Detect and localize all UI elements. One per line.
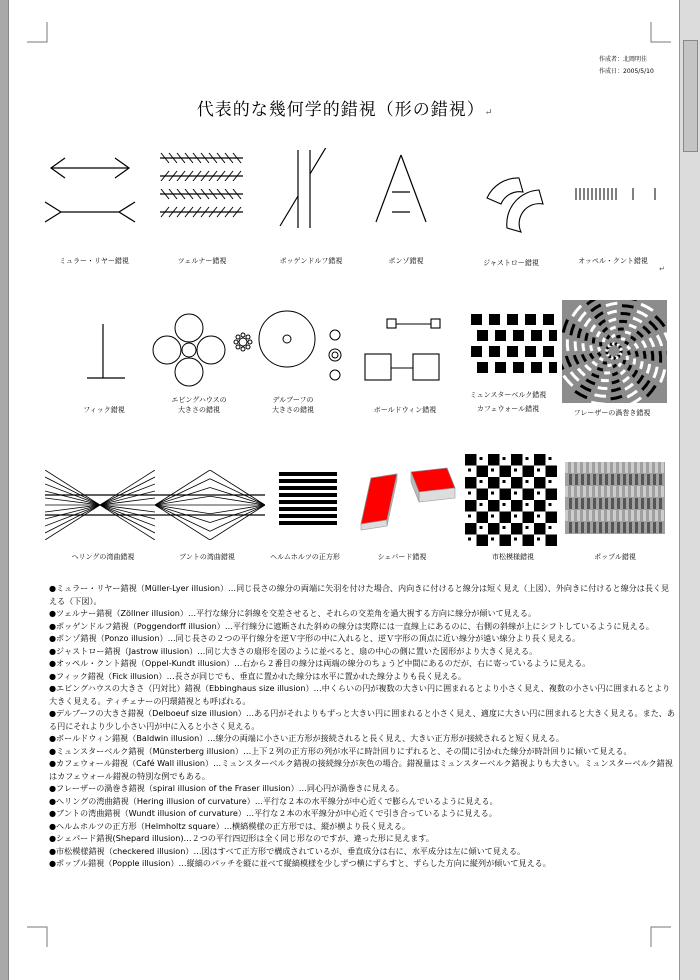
delboeuf-figure — [255, 305, 355, 395]
description-item: ●へリングの湾曲錯視（Hering illusion of curvature）…平行な２本の水平線分が中心近くで膨らんでいるように見える。 — [49, 795, 498, 806]
caption-zollner: ツェルナー錯視 — [177, 257, 227, 265]
caption-helmholtz: ヘルムホルツの正方形 — [270, 553, 340, 561]
caption-cafe-wall-line2: カフェウォール錯視 — [476, 405, 540, 413]
author-line: 作成者：北岡明佳 — [599, 56, 648, 63]
return-mark: ↵ — [484, 108, 494, 118]
description-item: ●エビングハウスの大きさ（円対比）錯視（Ebbinghaus size illusion）…中くらいの円が複数の大きい円に囲まれるとより小さく見え、複数の小さい円に囲まれるとより大きく見える。ティチェナーの円環錯視とも呼ばれる。 — [49, 683, 671, 706]
shepard-figure — [359, 464, 459, 536]
document-page — [8, 0, 682, 980]
zollner-figure — [155, 150, 250, 230]
caption-munsterberg — [453, 390, 563, 414]
description-item: ●フレーザーの渦巻き錯視（spiral illusion of the Fraser illusion）…同心円が渦巻きに見える。 — [49, 783, 404, 793]
caption-hering: へリングの湾曲錯視 — [71, 553, 135, 561]
caption-poggendorff: ポッゲンドルフ錯視 — [279, 257, 343, 265]
checkered-figure — [465, 454, 557, 546]
description-list — [49, 582, 675, 870]
hering-figure — [45, 470, 155, 540]
crop-mark-top-right — [649, 22, 671, 44]
jastrow-figure — [479, 170, 559, 240]
description-item: ●ツェルナー錯視（Zöllner illusion）…平行な線分に斜線を交差させると、それらの交差角を過大視する方向に線分が傾いて見える。 — [49, 608, 537, 618]
caption-ponzo: ポンゾ錯視 — [388, 257, 424, 265]
wundt-figure — [155, 470, 265, 540]
description-item: ●ポンゾ錯視（Ponzo illusion）…同じ長さの２つの平行線分を逆Ｖ字形の中に入れると、逆Ｖ字形の頂点に近い線分が遠い線分より長く見える。 — [49, 633, 581, 643]
ebbinghaus-figure — [151, 312, 261, 392]
description-item: ●ポップル錯視（Popple illusion）…縦縞のパッチを縦に並べて縦縞模様を少しずつ横にずらすと、ずらした方向に縦列が傾いて見える。 — [49, 858, 551, 868]
crop-mark-bottom-left — [27, 925, 49, 947]
description-item: ●カフェウォール錯視（Café Wall illusion）…ミュンスターベルク錯視の接続線分が灰色の場合。錯視量はミュンスターベルク錯視よりも大きい。ミュンスターベルク錯視はカフェウォール錯視の特別な例でもある。 — [49, 758, 673, 781]
crop-mark-bottom-right — [649, 925, 671, 947]
description-item: ●ジャストロー錯視（Jastrow illusion）…同じ大きさの扇形を図のように並べると、扇の中心の側に置いた図形がより大きく見える。 — [49, 645, 538, 656]
author-info — [599, 54, 654, 78]
caption-fick: フィック錯視 — [83, 406, 125, 414]
description-item: ●フィック錯視（Fick illusion）…長さが同じでも、垂直に置かれた線分は水平に置かれた線分よりも長く見える。 — [49, 670, 467, 681]
page-title: 代表的な幾何学的錯視（形の錯視）↵ — [196, 100, 494, 120]
caption-ebbinghaus-line2: 大きさの錯視 — [178, 406, 220, 414]
caption-wundt: ブントの湾曲錯視 — [179, 553, 235, 561]
vertical-scrollbar[interactable] — [679, 0, 700, 980]
description-item: ●デルブーフの大きさ錯視（Delboeuf size illusion）…ある円がそれよりもずっと大きい円に囲まれると小さく見え、適度に大きい円に囲まれると大きく見える。また、ある円にそれより少し小さい円が中に入ると小さく見える。 — [49, 708, 675, 731]
caption-muller-lyer: ミュラー・リヤー錯視 — [59, 257, 129, 265]
helmholtz-figure — [279, 470, 339, 530]
poggendorff-figure — [274, 148, 344, 233]
description-item: ●市松模様錯視（checkered illusion）…図はすべて正方形で構成されているが、垂直成分は右に、水平成分は左に傾いて見える。 — [49, 845, 526, 856]
date-line: 作成日：2005/5/10 — [599, 68, 654, 75]
caption-baldwin: ボールドウィン錯視 — [373, 406, 437, 414]
caption-jastrow: ジャストロー錯視 — [483, 259, 539, 267]
caption-munsterberg-line1: ミュンスターベルク錯視 — [469, 391, 547, 399]
description-item: ●ボールドウィン錯視（Baldwin illusion）…線分の両端に小さい正方形が接続されると長く見え、大きい正方形が接続されると短く見える。 — [49, 733, 564, 743]
crop-mark-top-left — [27, 22, 49, 44]
caption-fraser: フレーザーの渦巻き錯視 — [573, 409, 651, 417]
ponzo-figure — [371, 150, 431, 230]
oppel-kundt-figure — [571, 180, 661, 210]
muller-lyer-figure — [39, 150, 144, 230]
caption-ebbinghaus-line1: エビングハウスの — [171, 396, 227, 404]
fick-figure — [77, 318, 137, 388]
caption-ebbinghaus — [151, 395, 247, 415]
caption-delboeuf-line2: 大きさの錯視 — [272, 406, 314, 414]
popple-figure — [565, 462, 665, 534]
description-item: ●オッペル・クント錯視（Oppel-Kundt illusion）…右から２番目の線分は両端の線分のちょうど中間にあるのだが、右に寄っているように見える。 — [49, 658, 591, 668]
baldwin-figure — [361, 310, 451, 395]
munsterberg-figure — [467, 312, 557, 377]
scrollbar-thumb[interactable] — [683, 40, 698, 152]
caption-checkered: 市松模様錯視 — [492, 553, 534, 561]
description-item: ●ポッゲンドルフ錯視（Poggendorff illusion）…平行線分に遮断された斜めの線分は実際には一直線上にあるのに、右側の斜線が上にシフトしているように見える。 — [49, 620, 654, 631]
description-item: ●ブントの湾曲錯視（Wundt illusion of curvature）…平行な２本の水平線分が中心近くで引き合っているように見える。 — [49, 808, 497, 818]
caption-delboeuf-line1: デルブーフの — [272, 396, 314, 404]
return-mark: ↵ — [659, 265, 665, 273]
description-item: ●シェパード錯視(Shepard illusion)…２つの平行四辺形は全く同じ形なのですが、違った形に見えます。 — [49, 833, 434, 843]
fraser-spiral-figure — [562, 300, 667, 403]
description-item: ●ミュラー・リヤー錯視（Müller-Lyer illusion）…同じ長さの線分の両端に矢羽を付けた場合、内向きに付けると線分は短く見え（上図）、外向きに付けると線分は長く見える（下図）。 — [49, 583, 670, 606]
caption-oppel-kundt: オッペル・クント錯視 — [578, 257, 648, 265]
description-item: ●ミュンスターベルク錯視（Münsterberg illusion）…上下２列の正方形の列が水平に時計回りにずれると、その間に引かれた線分が時計回りに傾いて見える。 — [49, 745, 632, 756]
caption-delboeuf — [245, 395, 341, 415]
caption-shepard: シェパード錯視 — [377, 553, 427, 561]
description-item: ●ヘルムホルツの正方形（Helmholtz square）…横縞模様の正方形では、縦が横より長く見える。 — [49, 820, 411, 831]
caption-popple: ポップル錯視 — [594, 553, 636, 561]
